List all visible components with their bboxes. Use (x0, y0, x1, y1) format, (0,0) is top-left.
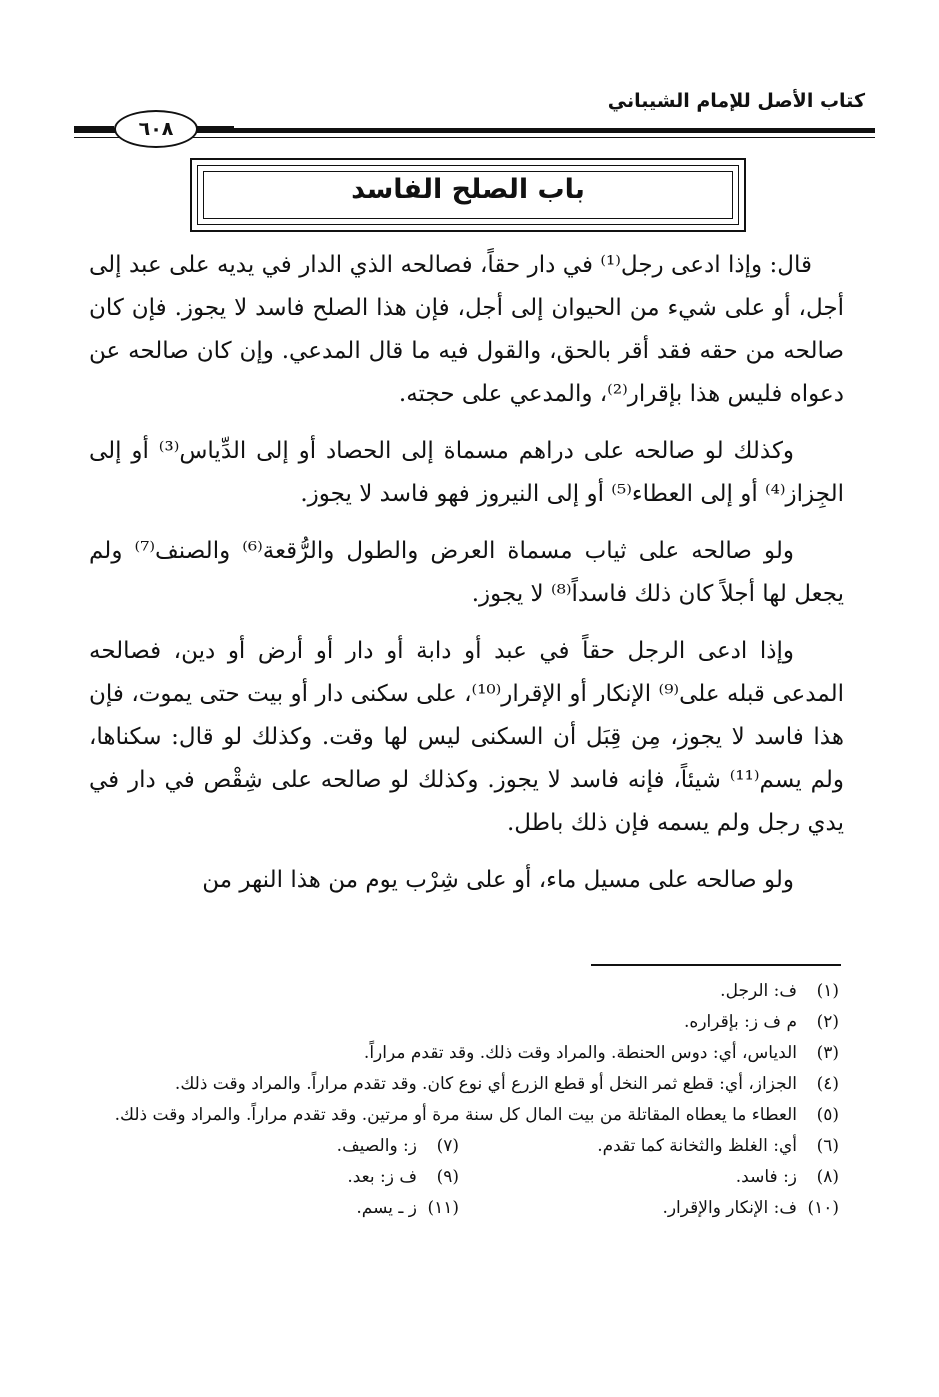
paragraph: قال: وإذا ادعى رجل⁽¹⁾ في دار حقاً، فصالحه الذي الدار في يديه على عبد إلى أجل، أو على شيء من الحيوان إلى أجل، فإن هذا الصلح فاسد لا يجوز. فإن كان صالحه من حقه فقد أقر بالحق، والقول فيه ما قال المدعي. وإن كان صالحه عن دعواه فليس هذا بإقرار⁽²⁾، والمدعي على حجته. (89, 252, 844, 407)
footnote-number: (٣) (816, 1043, 839, 1063)
footnote (459, 1193, 839, 1224)
footnote-pair-row (79, 1193, 839, 1224)
footnote-separator (591, 964, 841, 966)
footnotes (79, 976, 839, 1224)
footnote (79, 1162, 459, 1193)
chapter-title: باب الصلح الفاسد (351, 174, 585, 205)
footnote (459, 1162, 839, 1193)
footnote (79, 1007, 839, 1038)
header-rule-thin (74, 137, 875, 138)
footnote-text: الدياس، أي: دوس الحنطة. والمراد وقت ذلك. وقد تقدم مراراً. (363, 1043, 797, 1063)
footnote-number: (٨) (816, 1167, 839, 1187)
footnote-number: (١٠) (807, 1198, 839, 1218)
footnote (79, 976, 839, 1007)
ornament-tick-left (74, 126, 114, 128)
footnote-number: (٤) (816, 1074, 839, 1094)
footnote-text: العطاء ما يعطاه المقاتلة من بيت المال كل سنة مرة أو مرتين. وقد تقدم مراراً. والمراد وقت ذلك. (114, 1105, 797, 1125)
footnote-text: م ف ز: بإقراره. (684, 1012, 797, 1032)
footnote-text: ف ز: بعد. (347, 1167, 417, 1187)
ornament-tick-right (194, 126, 234, 128)
main-text (89, 244, 844, 916)
footnote-text: ز: والصيف. (336, 1136, 417, 1156)
paragraph: ولو صالحه على ثياب مسماة العرض والطول والرُّقعة⁽⁶⁾ والصنف⁽⁷⁾ ولم يجعل لها أجلاً كان ذلك فاسداً⁽⁸⁾ لا يجوز. (89, 538, 844, 607)
page-number-ornament (94, 110, 194, 150)
footnote-pair-row (79, 1131, 839, 1162)
page-header (74, 84, 875, 144)
footnote (79, 1131, 459, 1162)
chapter-title-frame (190, 158, 746, 232)
footnote-text: ف: الرجل. (720, 981, 797, 1001)
footnote (79, 1038, 839, 1069)
footnote-number: (٥) (816, 1105, 839, 1125)
footnote-text: الجزاز، أي: قطع ثمر النخل أو قطع الزرع أي نوع كان. وقد تقدم مراراً. والمراد وقت ذلك. (174, 1074, 797, 1094)
footnote-text: أي: الغلظ والثخانة كما تقدم. (597, 1136, 797, 1156)
footnote-text: ز: فاسد. (735, 1167, 797, 1187)
footnote (79, 1069, 839, 1100)
footnote-text: ز ـ يسم. (356, 1198, 417, 1218)
footnote-number: (١١) (427, 1198, 459, 1218)
footnote-number: (١) (816, 981, 839, 1001)
paragraph: ولو صالحه على مسيل ماء، أو على شِرْب يوم من هذا النهر من (202, 867, 794, 893)
page-number: ٦٠٨ (114, 110, 198, 148)
footnote-pair-row (79, 1162, 839, 1193)
footnote-text: ف: الإنكار والإقرار. (662, 1198, 797, 1218)
footnote (459, 1131, 839, 1162)
footnote (79, 1193, 459, 1224)
footnote (79, 1100, 839, 1131)
book-title: كتاب الأصل للإمام الشيباني (607, 90, 865, 112)
footnote-number: (٢) (816, 1012, 839, 1032)
footnote-number: (٩) (436, 1167, 459, 1187)
paragraph: وإذا ادعى الرجل حقاً في عبد أو دابة أو دار أو أرض أو دين، فصالحه المدعى قبله على⁽⁹⁾ الإنكار أو الإقرار⁽¹⁰⁾، على سكنى دار أو بيت حتى يموت، فإن هذا فاسد لا يجوز، مِن قِبَل أن السكنى ليس لها وقت. وكذلك لو قال: سكناها، ولم يسم⁽¹¹⁾ شيئاً، فإنه فاسد لا يجوز. وكذلك لو صالحه على شِقْص في دار في يدي رجل ولم يسمه فإن ذلك باطل. (89, 638, 844, 836)
paragraph: وكذلك لو صالحه على دراهم مسماة إلى الحصاد أو إلى الدِّياس⁽³⁾ أو إلى الجِزاز⁽⁴⁾ أو إلى العطاء⁽⁵⁾ أو إلى النيروز فهو فاسد لا يجوز. (89, 438, 844, 507)
footnote-number: (٧) (436, 1136, 459, 1156)
footnote-number: (٦) (816, 1136, 839, 1156)
